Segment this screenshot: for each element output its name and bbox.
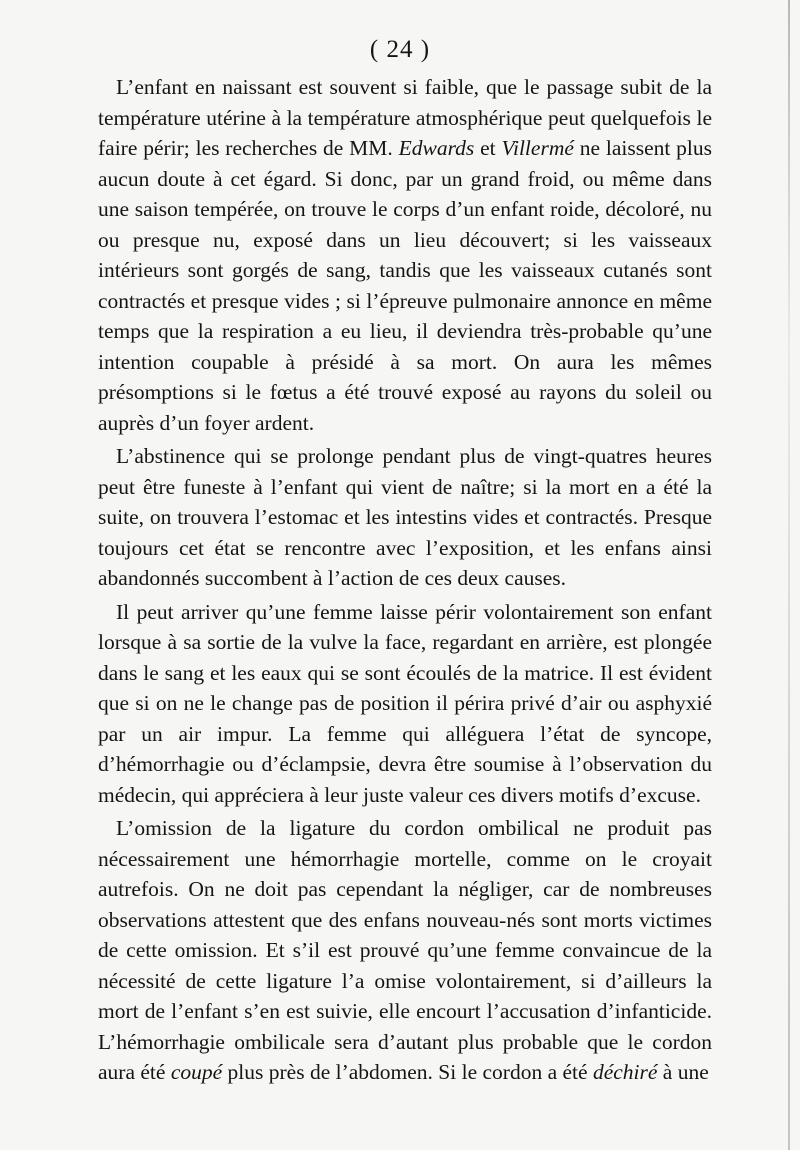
text-run: L’enfant en naissant est souvent si faible, que le passage subit de la température utérine à la température atmosphérique peut quelquefois le faire périr; les recherches de MM.	[98, 75, 712, 160]
text-run: plus près de l’abdomen. Si le cordon a été	[222, 1060, 593, 1084]
text-run: Il peut arriver qu’une femme laisse périr volontairement son enfant lorsque à sa sortie de la vulve la face, regardant en arrière, est plongée dans le sang et les eaux qui se sont écoulés de la matrice. Il est évident que si on ne le change pas de position il périra privé d’air ou asphyxié par un air impur. La femme qui alléguera l’état de syncope, d’hémorrhagie ou d’éclampsie, devra être soumise à l’observation du médecin, qui appréciera à leur juste valeur ces divers motifs d’excuse.	[98, 599, 712, 807]
text-run: et	[474, 136, 502, 160]
body-text	[98, 72, 712, 1091]
paragraph	[98, 813, 712, 1088]
page-edge-shadow	[788, 0, 790, 1150]
text-run: à une	[657, 1060, 709, 1084]
page-number: ( 24 )	[369, 36, 431, 63]
italic-text: coupé	[170, 1060, 223, 1084]
paragraph	[98, 72, 712, 438]
text-run: ne laissent plus aucun doute à cet égard. Si donc, par un grand froid, ou même dans une saison tempérée, on trouve le corps d’un enfant roide, décoloré, nu ou presque nu, exposé dans un lieu découvert; si les vaisseaux intérieurs sont gorgés de sang, tandis que les vaisseaux cutanés sont contractés et presque vides ; si l’épreuve pulmonaire annonce en même temps que la respiration a eu lieu, il deviendra très-probable qu’une intention coupable à présidé à sa mort. On aura les mêmes présomptions si le fœtus a été trouvé exposé au rayons du soleil ou auprès d’un foyer ardent.	[98, 136, 712, 435]
paragraph	[98, 597, 712, 811]
text-run: L’omission de la ligature du cordon ombilical ne produit pas nécessairement une hémorrhagie mortelle, comme on le croyait autrefois. On ne doit pas cependant la négliger, car de nombreuses observations attestent que des enfans nouveau-nés sont morts victimes de cette omission. Et s’il est prouvé qu’une femme convaincue de la nécessité de cette ligature l’a omise volontairement, si d’ailleurs la mort de l’enfant s’en est suivie, elle encourt l’accusation d’infanticide. L’hémorrhagie ombilicale sera d’autant plus probable que le cordon aura été	[98, 816, 712, 1084]
italic-text: déchiré	[592, 1060, 658, 1084]
italic-text: Villermé	[501, 136, 574, 160]
text-run: L’abstinence qui se prolonge pendant plus de vingt-quatres heures peut être funeste à l’enfant qui vient de naître; si la mort en a été la suite, on trouvera l’estomac et les intestins vides et contractés. Presque toujours cet état se rencontre avec l’exposition, et les enfans ainsi abandonnés succombent à l’action de ces deux causes.	[98, 444, 712, 590]
italic-text: Edwards	[398, 136, 475, 160]
paragraph	[98, 441, 712, 594]
